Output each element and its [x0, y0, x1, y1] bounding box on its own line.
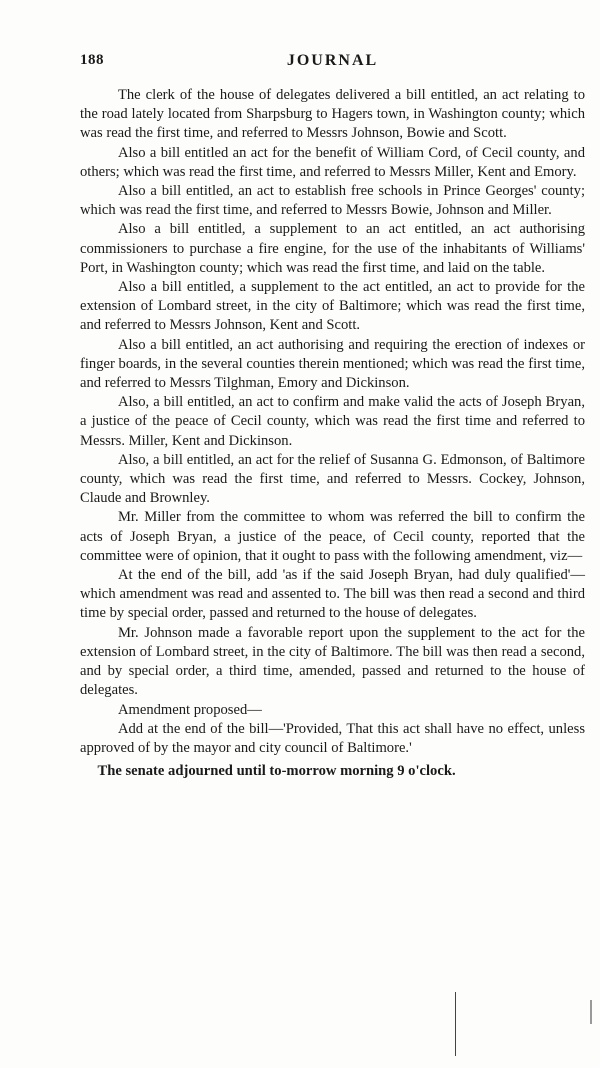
paragraph-johnson-report: Mr. Johnson made a favorable report upon the supplement to the act for the extension of Lombard street, in the city of Baltimore. The bill was then read a second, and by special order, a third time, amended, passed and returned to the house of delegates.	[80, 624, 585, 699]
paragraph-amendment-proposed: Amendment proposed—	[117, 701, 262, 718]
page-number: 188	[80, 52, 104, 68]
paragraph-bill-finger-boards: Also a bill entitled, an act authorising and requiring the erection of indexes or finger boards, in the several counties therein mentioned; which was read the first time, and referred to Messrs Tilghman, Emory and Dickinson.	[80, 336, 585, 392]
paragraph-proviso: Add at the end of the bill—'Provided, That this act shall have no effect, unless approved of by the mayor and city council of Baltimore.'	[80, 720, 585, 756]
paragraph-bill-lombard-street: Also a bill entitled, a supplement to the act entitled, an act to provide for the extension of Lombard street, in the city of Baltimore; which was read the first time, and referred to Messrs Johnson, Kent and Scott.	[80, 279, 585, 334]
paragraph-bill-susanna-edmonson: Also, a bill entitled, an act for the relief of Susanna G. Edmonson, of Baltimore county, which was read the first time, and referred to Messrs. Cockey, Johnson, Claude and Brownley.	[80, 451, 585, 507]
paragraph-bill-free-schools: Also a bill entitled, an act to establish free schools in Prince Georges' county; which was read the first time, and referred to Messrs Bowie, Johnson and Miller.	[80, 183, 585, 219]
margin-rule	[455, 992, 456, 1056]
running-title: JOURNAL	[286, 52, 379, 69]
paragraph-miller-report: Mr. Miller from the committee to whom was referred the bill to confirm the acts of Joseph Bryan, a justice of the peace, of Cecil county, reported that the committee were of opinion, that it ought to pass with the following amendment, viz—	[80, 509, 585, 564]
closing-line: The senate adjourned until to-morrow morning 9 o'clock.	[97, 763, 456, 780]
page-header	[80, 52, 585, 74]
journal-body	[80, 86, 585, 781]
paragraph-amendment-text: At the end of the bill, add 'as if the said Joseph Bryan, had duly qualified'—which amendment was read and assented to. The bill was then read a second and third time by special order, passed and returned to the house of delegates.	[80, 567, 585, 622]
paragraph-clerk-delivered-bill: The clerk of the house of delegates delivered a bill entitled, an act relating to the road lately located from Sharpsburg to Hagers town, in Washington county; which was read the first time, and referred to Messrs Johnson, Bowie and Scott.	[80, 87, 585, 142]
paragraph-bill-fire-engine: Also a bill entitled, a supplement to an act entitled, an act authorising commissioners to purchase a fire engine, for the use of the inhabitants of Williams' Port, in Washington county; which was read the first time, and laid on the table.	[80, 221, 585, 276]
gutter-mark	[590, 1000, 592, 1024]
paragraph-bill-joseph-bryan: Also, a bill entitled, an act to confirm and make valid the acts of Joseph Bryan, a justice of the peace of Cecil county, which was read the first time and referred to Messrs. Miller, Kent and Dickinson.	[80, 394, 585, 449]
paragraph-bill-william-cord: Also a bill entitled an act for the benefit of William Cord, of Cecil county, and others; which was read the first time, and referred to Messrs Miller, Kent and Emory.	[80, 144, 585, 180]
